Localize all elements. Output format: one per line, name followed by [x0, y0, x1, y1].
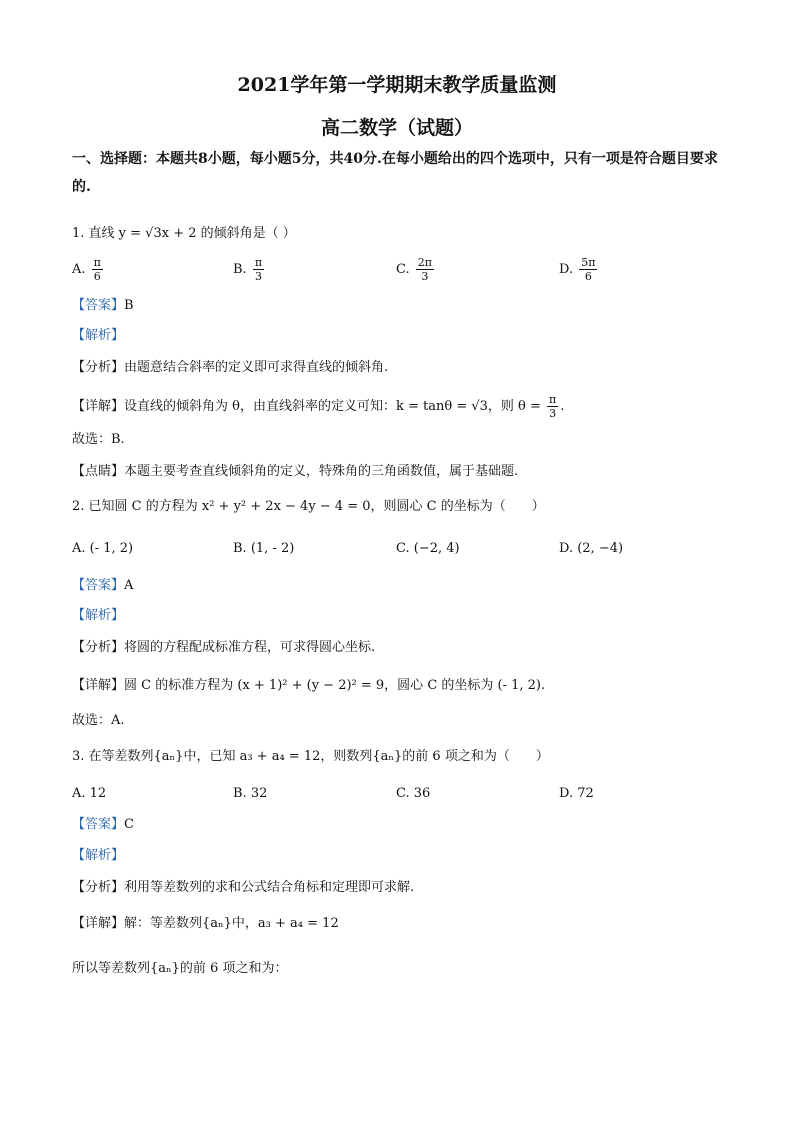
- detail-text: 圆 C 的标准方程为 (x + 1)² + (y − 2)² = 9，圆心 C 的坐标为 (- 1, 2).: [124, 678, 546, 693]
- detail-text: 设直线的倾斜角为 θ，由直线斜率的定义可知：k = tanθ = √3，则 θ =: [124, 399, 541, 414]
- question-3-text: 3. 在等差数列{aₙ}中，已知 a₃ + a₄ = 12，则数列{aₙ}的前 6 项之和为（ ）: [72, 749, 549, 764]
- detail-tag: 【详解】: [72, 678, 125, 693]
- answer-tag: 【答案】: [72, 298, 125, 313]
- q3-option-c: C. 36: [396, 786, 431, 801]
- q1-comment: [72, 462, 518, 482]
- q1-option-c: [396, 256, 436, 283]
- q1-choice: 故选：B.: [72, 432, 125, 447]
- q1-fenxi: [72, 358, 388, 378]
- q1-analysis-heading: [72, 326, 124, 346]
- fraction: $\frac{\pi}{6}$: [93, 256, 101, 283]
- q3-fenxi: [72, 878, 414, 898]
- q2-option-b: B. (1, - 2): [233, 541, 295, 556]
- q2-detail: [72, 676, 545, 696]
- page-subtitle: 高二数学（试题）: [320, 117, 473, 139]
- answer-tag: 【答案】: [72, 578, 125, 593]
- option-letter: A.: [72, 262, 86, 277]
- q2-option-c: C. (−2, 4): [396, 541, 460, 556]
- page-title: 2021学年第一学期期末教学质量监测: [237, 74, 557, 96]
- question-1-text: 1. 直线 y = √3x + 2 的倾斜角是（ ）: [72, 226, 296, 241]
- option-letter: D.: [559, 262, 574, 277]
- q2-analysis-heading: [72, 606, 124, 626]
- q1-option-a: [72, 256, 105, 283]
- fenxi-text: 将圆的方程配成标准方程，可求得圆心坐标.: [124, 640, 376, 655]
- q3-option-b: B. 32: [233, 786, 268, 801]
- q1-answer: [72, 296, 134, 316]
- comment-tag: 【点睛】: [72, 464, 125, 479]
- answer-value: C: [124, 817, 134, 832]
- fraction: $\frac{\pi}{3}$: [549, 393, 557, 420]
- fenxi-tag: 【分析】: [72, 360, 125, 375]
- fraction: $\frac{5\pi}{6}$: [581, 256, 596, 283]
- q1-option-b: [233, 256, 266, 283]
- q1-option-d: [559, 256, 599, 283]
- fenxi-tag: 【分析】: [72, 640, 125, 655]
- fraction: $\frac{\pi}{3}$: [254, 256, 263, 283]
- fenxi-text: 由题意结合斜率的定义即可求得直线的倾斜角.: [124, 360, 389, 375]
- fraction: $\frac{2\pi}{3}$: [417, 256, 432, 283]
- q3-analysis-heading: [72, 846, 124, 866]
- answer-tag: 【答案】: [72, 817, 125, 832]
- q2-fenxi: [72, 638, 375, 658]
- q3-answer: [72, 815, 134, 835]
- detail-tag: 【详解】: [72, 399, 125, 414]
- q3-detail: [72, 914, 339, 934]
- fenxi-text: 利用等差数列的求和公式结合角标和定理即可求解.: [124, 880, 415, 895]
- analysis-tag: 【解析】: [72, 608, 125, 623]
- detail-text: 解：等差数列{aₙ}中，a₃ + a₄ = 12: [124, 916, 339, 931]
- q2-choice: 故选：A.: [72, 713, 125, 728]
- section-instruction: 一、选择题：本题共8小题，每小题5分，共40分.在每小题给出的四个选项中，只有一项是符合题目要求的.: [72, 151, 718, 195]
- q2-answer: [72, 576, 133, 596]
- detail-tag: 【详解】: [72, 916, 125, 931]
- option-letter: C.: [396, 262, 410, 277]
- answer-value: B: [124, 298, 134, 313]
- q3-option-d: D. 72: [559, 786, 594, 801]
- fenxi-tag: 【分析】: [72, 880, 125, 895]
- answer-value: A: [124, 578, 134, 593]
- comment-text: 本题主要考查直线倾斜角的定义，特殊角的三角函数值，属于基础题.: [124, 464, 519, 479]
- analysis-tag: 【解析】: [72, 328, 125, 343]
- q3-option-a: A. 12: [72, 786, 107, 801]
- q2-option-d: D. (2, −4): [559, 541, 624, 556]
- question-2-text: 2. 已知圆 C 的方程为 x² + y² + 2x − 4y − 4 = 0，则圆心 C 的坐标为（ ）: [72, 499, 545, 514]
- q2-option-a: A. (- 1, 2): [72, 541, 134, 556]
- analysis-tag: 【解析】: [72, 848, 125, 863]
- q1-detail: 【详解】设直线的倾斜角为 θ，由直线斜率的定义可知：k = tanθ = √3，则 θ = $\frac{\pi}{3}$ .: [72, 393, 565, 420]
- option-letter: B.: [233, 262, 247, 277]
- q3-continuation: 所以等差数列{aₙ}的前 6 项之和为：: [72, 961, 288, 976]
